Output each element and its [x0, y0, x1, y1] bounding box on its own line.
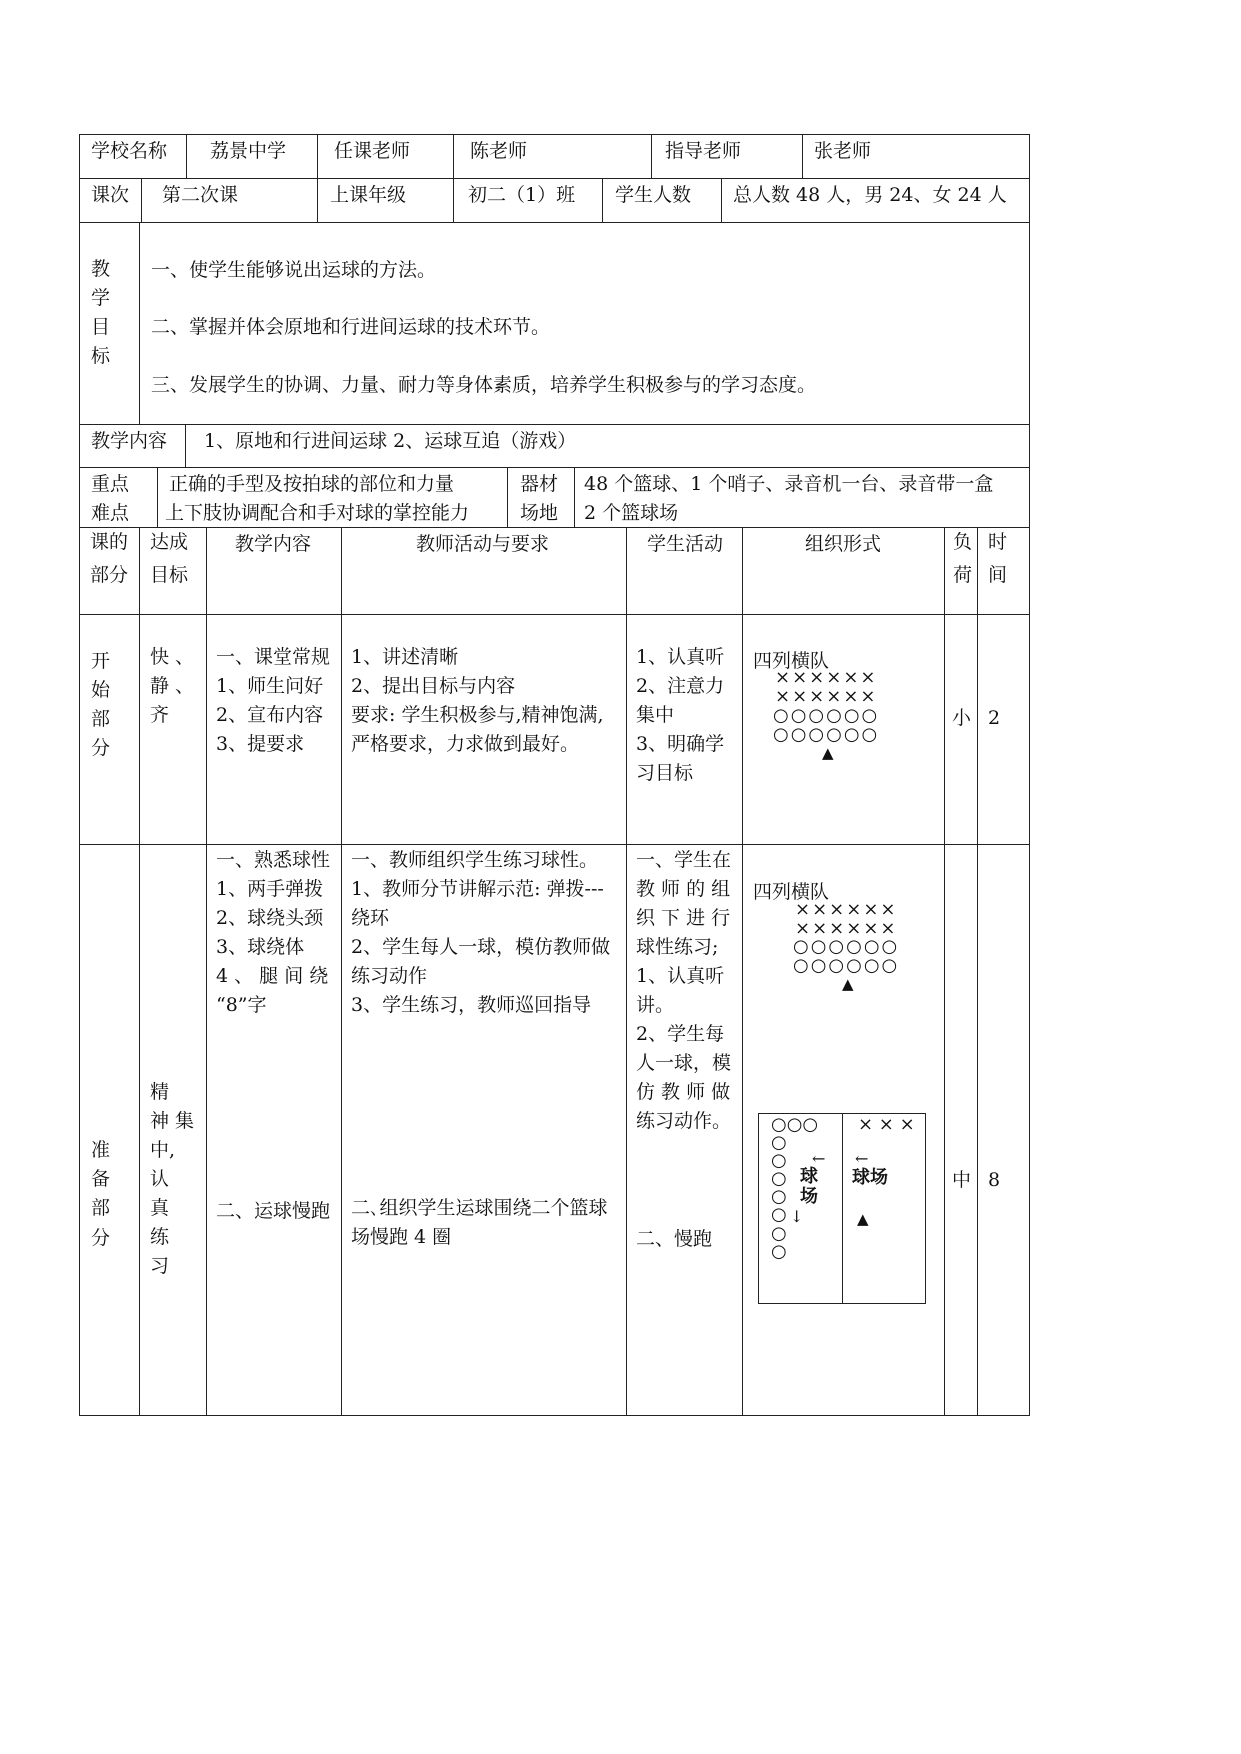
start-teacher: 1、讲述清晰 2、提出目标与内容 要求: 学生积极参与,精神饱满, 严格要求，力求做到最好。 — [351, 646, 604, 755]
th-student: 学生活动 — [647, 533, 724, 555]
prep-formation-title: 四列横队 — [753, 881, 830, 903]
court-divider — [842, 1113, 843, 1304]
school-value: 荔景中学 — [210, 140, 287, 162]
th-content: 教学内容 — [235, 533, 312, 555]
school-label: 学校名称 — [91, 140, 168, 162]
court-label-right: 球场 — [852, 1167, 888, 1188]
prep-teacher-marker: ▲ — [842, 975, 856, 993]
objective-item-1: 一、使学生能够说出运球的方法。 — [151, 259, 437, 281]
start-load: 小 — [952, 707, 972, 729]
lesson-label: 课次 — [91, 184, 130, 206]
start-formation-row-2: ×××××× — [775, 686, 878, 707]
court-arrow-right-icon: ← — [855, 1149, 869, 1168]
grade-label: 上课年级 — [330, 184, 407, 206]
equip-label: 器材 — [520, 473, 559, 495]
prep-content-2: 二、运球慢跑 — [216, 1200, 331, 1222]
mentor-value: 张老师 — [814, 140, 872, 162]
content-label: 教学内容 — [91, 430, 168, 452]
prep-teacher-2: 二､组织学生运球围绕二个篮球 场慢跑 4 圈 — [351, 1197, 608, 1248]
prep-student-1: 一、学生在 教 师 的 组 织 下 进 行 球性练习; 1、认真听 讲。 2、学生每 人一球，模 仿 教 师 做 练习动作。 — [636, 849, 732, 1132]
mentor-label: 指导老师 — [665, 140, 742, 162]
difficulty-label: 难点 — [91, 502, 130, 524]
prep-formation-row-2: ×××××× — [795, 918, 898, 939]
court-top-left-circles: ○○○ — [771, 1114, 819, 1135]
venue-value: 2 个篮球场 — [584, 502, 679, 524]
start-goal: 快 、 静 、 齐 — [150, 646, 195, 726]
teacher-label: 任课老师 — [334, 140, 411, 162]
objective-item-3: 三、发展学生的协调、力量、耐力等身体素质，培养学生积极参与的学习态度。 — [151, 374, 817, 396]
prep-student-2: 二、慢跑 — [636, 1228, 713, 1250]
prep-content-1: 一、熟悉球性 1、两手弹拨 2、球绕头颈 3、球绕体 4 、 腿 间 绕 “8”字 — [216, 849, 331, 1016]
prep-teacher-1: 一、教师组织学生练习球性。 1、教师分节讲解示范: 弹拨--- 绕环 2、学生每人一球，模仿教师做 练习动作 3、学生练习，教师巡回指导 — [351, 849, 611, 1016]
grade-value: 初二（1）班 — [468, 184, 576, 206]
lesson-plan-page: 学校名称 荔景中学 任课老师 陈老师 指导老师 张老师 课次 第二次课 上课年级 初二（1）班 学生人数 总人数 48 人，男 24、女 24 人 教 学 目 标 一、使学生能够说出运球的方法。 二、掌握并体会原地和行进间运球的技术环节。 三、发展学生的协调、力量、耐力等身体素质，培养学生积极参与的学习态度。 教学内容 1、原地和行进间运球 2、运球互追（游戏） 重点 难点 正确的手型及按拍球的部位和力量 上下肢协调配合和手对球的掌控能力 器材 场地 48 个篮球、1 个哨子、录音机一台、录音带一盒 2 个篮球场 课的 部分 达成 目标 教学内容 教师活动与要求 学生活动 组织形式 负 荷 时 间 开 始 部 分 快 、 静 、 齐 一、课堂常规 1、师生问好 2、宣布内容 3、提要求 1、讲述清晰 2、提出目标与内容 要求: 学生积极参与,精神饱满, 严格要求，力求做到最好。 1、认真听 2、注意力 集中 3、明确学 习目标 四列横队 ×××××× ×××××× ○○○○○○ ○○○○○○ ▲ 小 2 准 备 部 分 精 神 集 中, 认 真 练 习 一、熟悉球性 1、两手弹拨 2、球绕头颈 3、球绕体 4 、 腿 间 绕 “8”字 二、运球慢跑 一、教师组织学生练习球性。 1、教师分节讲解示范: 弹拨--- 绕环 2、学生每人一球，模仿教师做 练习动作 3、学生练习，教师巡回指导 二､组织学生运球围绕二个篮球 场慢跑 4 圈 一、学生在 教 师 的 组 织 下 进 行 球性练习; 1、认真听 讲。 2、学生每 人一球，模 仿 教 师 做 练习动作。 二、慢跑 四列横队 ×××××× ×××××× ○○○○○○ ○○○○○○ ▲ ○○○ ○ ○ ○ ○ ○ ○ ○ ← 球 场 ↓ × × × ← 球场 ▲ 中 8 — [0, 0, 1241, 1754]
start-time: 2 — [988, 707, 1001, 729]
start-formation-row-4: ○○○○○○ — [773, 724, 880, 745]
th-teacher: 教师活动与要求 — [416, 533, 550, 555]
th-part: 课的 部分 — [90, 531, 129, 586]
prep-load: 中 — [952, 1169, 972, 1191]
start-formation-row-3: ○○○○○○ — [773, 705, 880, 726]
start-teacher-marker: ▲ — [822, 744, 836, 762]
prep-goal: 精 神 集 中, 认 真 练 习 — [150, 1081, 195, 1277]
lesson-value: 第二次课 — [162, 184, 239, 206]
court-teacher-marker: ▲ — [857, 1210, 869, 1228]
teacher-value: 陈老师 — [470, 140, 528, 162]
th-org: 组织形式 — [805, 533, 882, 555]
students-value: 总人数 48 人，男 24、女 24 人 — [733, 184, 1007, 206]
prep-formation-row-4: ○○○○○○ — [793, 955, 900, 976]
start-formation-title: 四列横队 — [753, 650, 830, 672]
start-content: 一、课堂常规 1、师生问好 2、宣布内容 3、提要求 — [216, 646, 331, 755]
court-label-left: 球 场 — [800, 1166, 818, 1207]
objective-item-2: 二、掌握并体会原地和行进间运球的技术环节。 — [151, 316, 551, 338]
start-student: 1、认真听 2、注意力 集中 3、明确学 习目标 — [636, 646, 725, 784]
equip-value: 48 个篮球、1 个哨子、录音机一台、录音带一盒 — [584, 473, 994, 495]
start-formation-row-1: ×××××× — [775, 667, 878, 688]
court-arrow-down-icon: ↓ — [790, 1207, 804, 1226]
key-value: 正确的手型及按拍球的部位和力量 — [169, 473, 455, 495]
th-load: 负 荷 — [953, 531, 973, 586]
prep-formation-row-3: ○○○○○○ — [793, 936, 900, 957]
key-label: 重点 — [91, 473, 130, 495]
court-arrow-left-icon: ← — [812, 1149, 826, 1168]
prep-time: 8 — [988, 1169, 1001, 1191]
prep-formation-row-1: ×××××× — [795, 899, 898, 920]
th-goal: 达成 目标 — [150, 531, 189, 586]
students-label: 学生人数 — [615, 184, 692, 206]
content-value: 1、原地和行进间运球 2、运球互追（游戏） — [204, 430, 577, 452]
th-time: 时 间 — [988, 531, 1008, 586]
court-top-right-crosses: × × × — [858, 1114, 915, 1135]
difficulty-value: 上下肢协调配合和手对球的掌控能力 — [165, 502, 470, 524]
venue-label: 场地 — [520, 502, 559, 524]
